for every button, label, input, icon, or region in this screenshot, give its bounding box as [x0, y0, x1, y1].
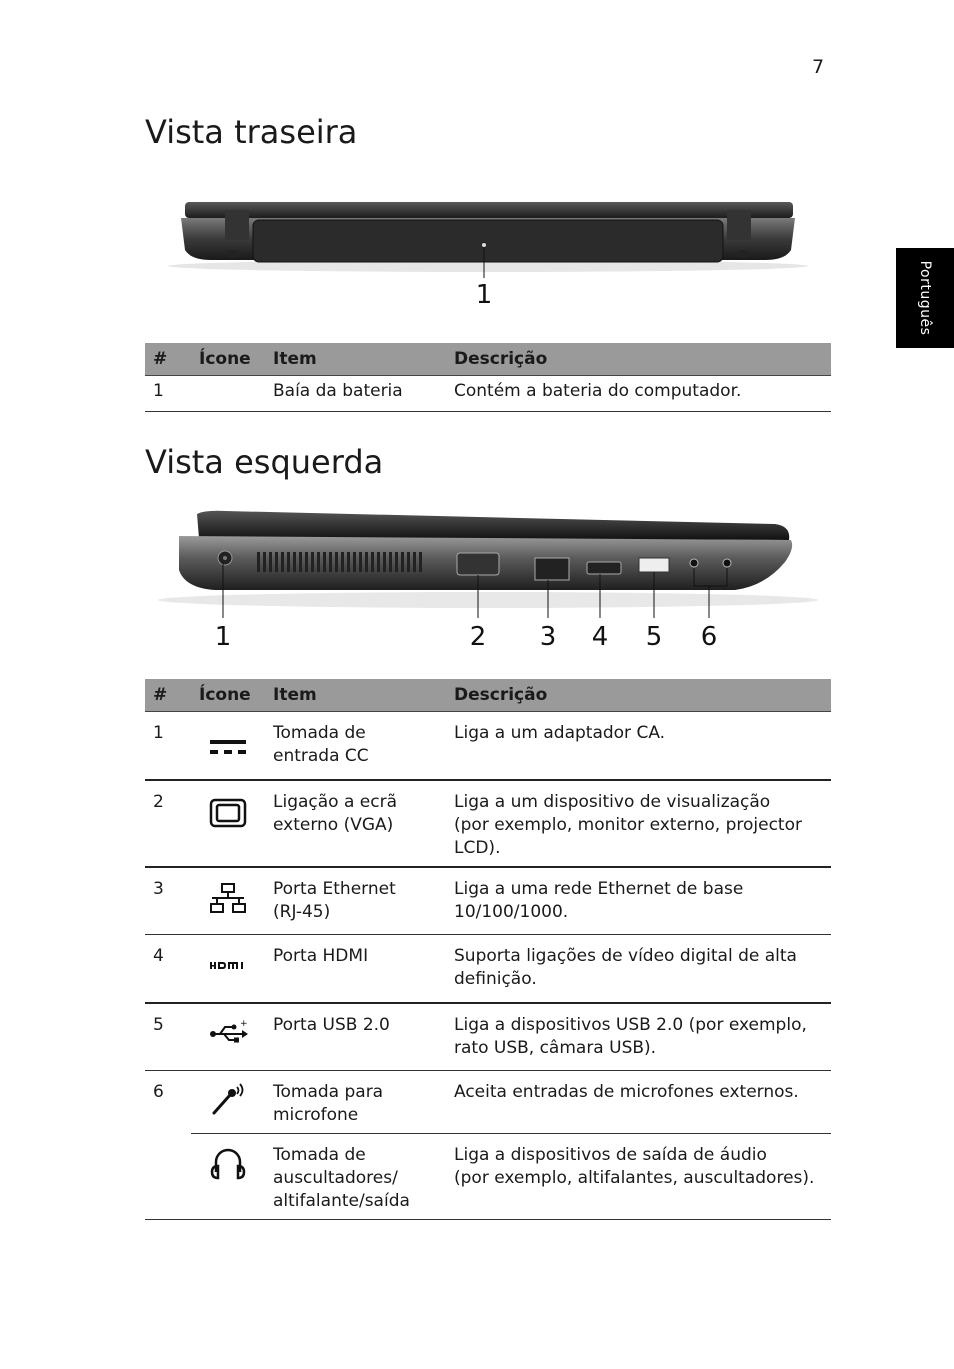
header-item: Item — [265, 343, 446, 376]
table-row — [145, 1003, 831, 1071]
row-number: 2 — [145, 780, 191, 867]
left-callout-2: 2 — [469, 622, 487, 652]
row-number: 5 — [145, 1003, 191, 1071]
header-description: Descrição — [446, 343, 831, 376]
laptop-left-illustration — [145, 500, 831, 660]
row-number — [145, 1134, 191, 1220]
usb-icon — [208, 1018, 248, 1046]
language-tab-label: Português — [917, 260, 933, 336]
left-callout-6: 6 — [700, 622, 718, 652]
row-item: Porta HDMI — [265, 935, 446, 1003]
table-row — [145, 780, 831, 867]
row-number: 4 — [145, 935, 191, 1003]
row-description: Liga a dispositivos de saída de áudio (por exemplo, altifalantes, auscultadores). — [446, 1134, 831, 1220]
row-item: Porta Ethernet (RJ-45) — [265, 867, 446, 935]
microphone-icon — [208, 1081, 248, 1117]
row-item: Ligação a ecrã externo (VGA) — [265, 780, 446, 867]
row-item: Tomada para microfone — [265, 1071, 446, 1134]
page-number: 7 — [812, 56, 825, 78]
rear-view-title: Vista traseira — [145, 113, 358, 151]
language-tab — [896, 248, 954, 348]
table-row — [145, 867, 831, 935]
header-description: Descrição — [446, 679, 831, 712]
headphones-icon — [208, 1144, 248, 1186]
left-callout-5: 5 — [645, 622, 663, 652]
rear-callout-1: 1 — [475, 280, 493, 310]
header-number: # — [145, 679, 191, 712]
row-icon — [191, 376, 265, 412]
ethernet-icon — [208, 882, 248, 916]
dc-in-icon — [208, 732, 248, 762]
row-description: Liga a dispositivos USB 2.0 (por exemplo, rato USB, câmara USB). — [446, 1003, 831, 1071]
vga-icon — [208, 797, 248, 831]
row-description: Liga a um adaptador CA. — [446, 712, 831, 780]
row-item: Tomada de entrada CC — [265, 712, 446, 780]
table-row — [145, 935, 831, 1003]
left-callout-1: 1 — [214, 622, 232, 652]
row-item: Porta USB 2.0 — [265, 1003, 446, 1071]
rear-view-figure — [145, 190, 831, 320]
row-item: Baía da bateria — [265, 376, 446, 412]
left-callout-3: 3 — [539, 622, 557, 652]
row-description: Suporta ligações de vídeo digital de alta definição. — [446, 935, 831, 1003]
svg-text:+: + — [240, 1018, 248, 1029]
left-view-title: Vista esquerda — [145, 443, 384, 481]
row-number: 3 — [145, 867, 191, 935]
left-callout-4: 4 — [591, 622, 609, 652]
left-view-figure — [145, 500, 831, 660]
row-description: Liga a um dispositivo de visualização (por exemplo, monitor externo, projector LCD). — [446, 780, 831, 867]
row-number: 6 — [153, 1082, 164, 1102]
header-icon: Ícone — [191, 679, 265, 712]
row-item: Tomada de auscultadores/ altifalante/saída — [265, 1134, 446, 1220]
row-description: Contém a bateria do computador. — [446, 376, 831, 412]
rear-view-table — [145, 343, 831, 412]
table-row — [145, 712, 831, 780]
row-description: Aceita entradas de microfones externos. — [446, 1071, 831, 1134]
left-view-table — [145, 679, 831, 1220]
row-description: Liga a uma rede Ethernet de base 10/100/1000. — [446, 867, 831, 935]
row-number: 1 — [145, 712, 191, 780]
table-row — [145, 376, 831, 412]
table-row — [145, 1071, 831, 1134]
header-item: Item — [265, 679, 446, 712]
table-row — [145, 1134, 831, 1220]
hdmi-icon — [208, 955, 248, 975]
laptop-rear-illustration — [145, 190, 831, 320]
header-icon: Ícone — [191, 343, 265, 376]
header-number: # — [145, 343, 191, 376]
row-number: 1 — [145, 376, 191, 412]
